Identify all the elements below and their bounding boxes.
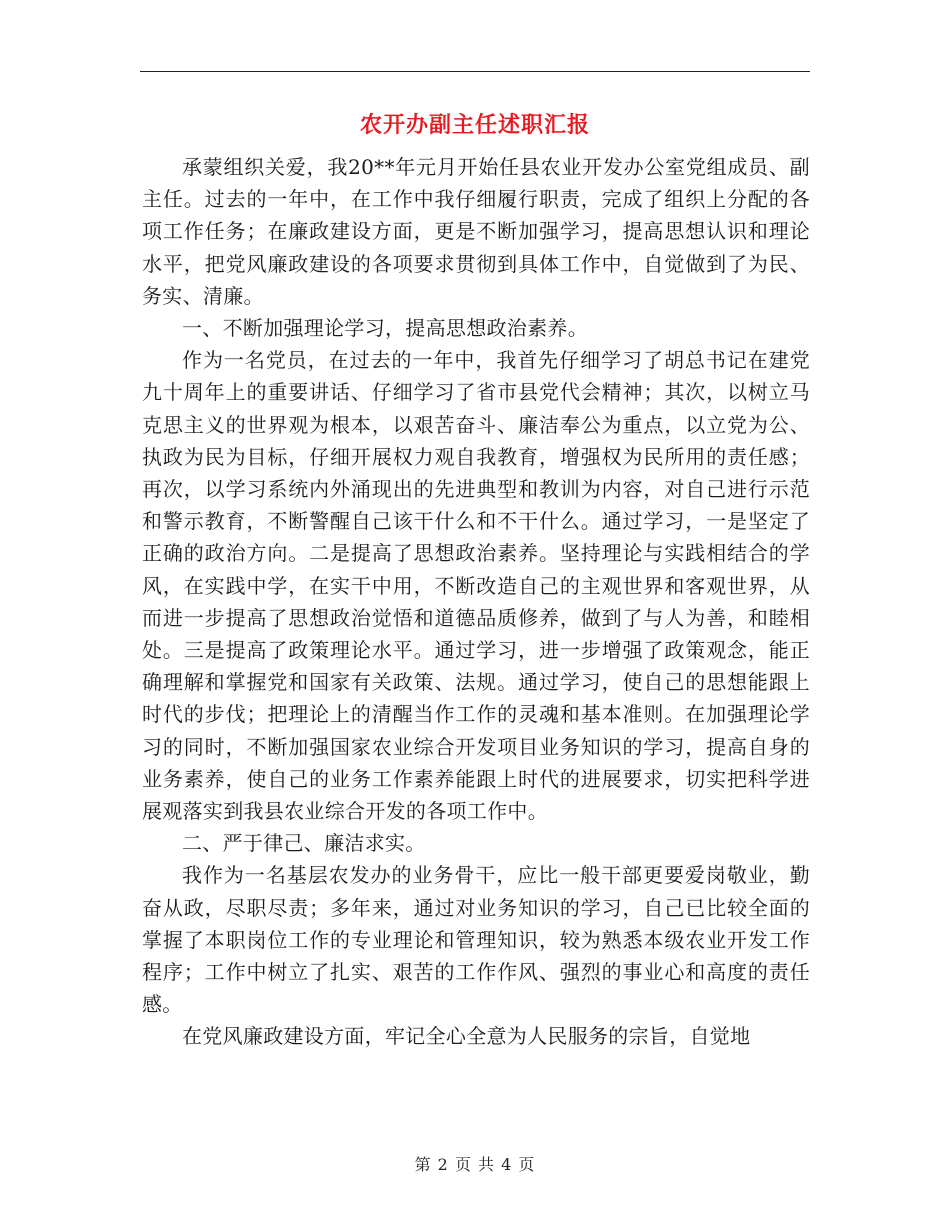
page-footer: 第 2 页 共 4 页 [414, 1155, 536, 1174]
paragraph-study: 作为一名党员，在过去的一年中，我首先仔细学习了胡总书记在建党九十周年上的重要讲话、仔细学习了省市县党代会精神；其次，以树立马克思主义的世界观为根本，以艰苦奋斗、廉洁奉公为重点，以立党为公、执政为民为目标，仔细开展权力观自我教育，增强权为民所用的责任感；再次，以学习系统内外涌现出的先进典型和教训为内容，对自己进行示范和警示教育，不断警醒自己该干什么和不干什么。通过学习，一是坚定了正确的政治方向。二是提高了思想政治素养。坚持理论与实践相结合的学风，在实践中学，在实干中用，不断改造自己的主观世界和客观世界，从而进一步提高了思想政治觉悟和道德品质修养，做到了与人为善，和睦相处。三是提高了政策理论水平。通过学习，进一步增强了政策观念，能正确理解和掌握党和国家有关政策、法规。通过学习，使自己的思想能跟上时代的步伐；把理论上的清醒当作工作的灵魂和基本准则。在加强理论学习的同时，不断加强国家农业综合开发项目业务知识的学习，提高自身的业务素养，使自己的业务工作素养能跟上时代的进展要求，切实把科学进展观落实到我县农业综合开发的各项工作中。 [142, 348, 810, 824]
paragraph-integrity: 在党风廉政建设方面，牢记全心全意为人民服务的宗旨，自觉地 [182, 1024, 751, 1049]
document-body [142, 151, 810, 1053]
section-heading-1: 一、不断加强理论学习，提高思想政治素养。 [182, 316, 588, 341]
header-rule [140, 71, 810, 72]
paragraph-intro: 承蒙组织关爱，我20**年元月开始任县农业开发办公室党组成员、副主任。过去的一年中，在工作中我仔细履行职责，完成了组织上分配的各项工作任务；在廉政建设方面，更是不断加强学习，提高思想认识和理论水平，把党风廉政建设的各项要求贯彻到具体工作中，自觉做到了为民、务实、清廉。 [142, 155, 810, 308]
paragraph-discipline: 我作为一名基层农发办的业务骨干，应比一般干部更要爱岗敬业，勤奋从政，尽职尽责；多年来，通过对业务知识的学习，自己已比较全面的掌握了本职岗位工作的专业理论和管理知识，较为熟悉本级农业开发工作程序；工作中树立了扎实、艰苦的工作作风、强烈的事业心和高度的责任感。 [142, 863, 810, 1017]
section-heading-2: 二、严于律己、廉洁求实。 [182, 831, 426, 856]
document-title: 农开办副主任述职汇报 [359, 112, 590, 138]
